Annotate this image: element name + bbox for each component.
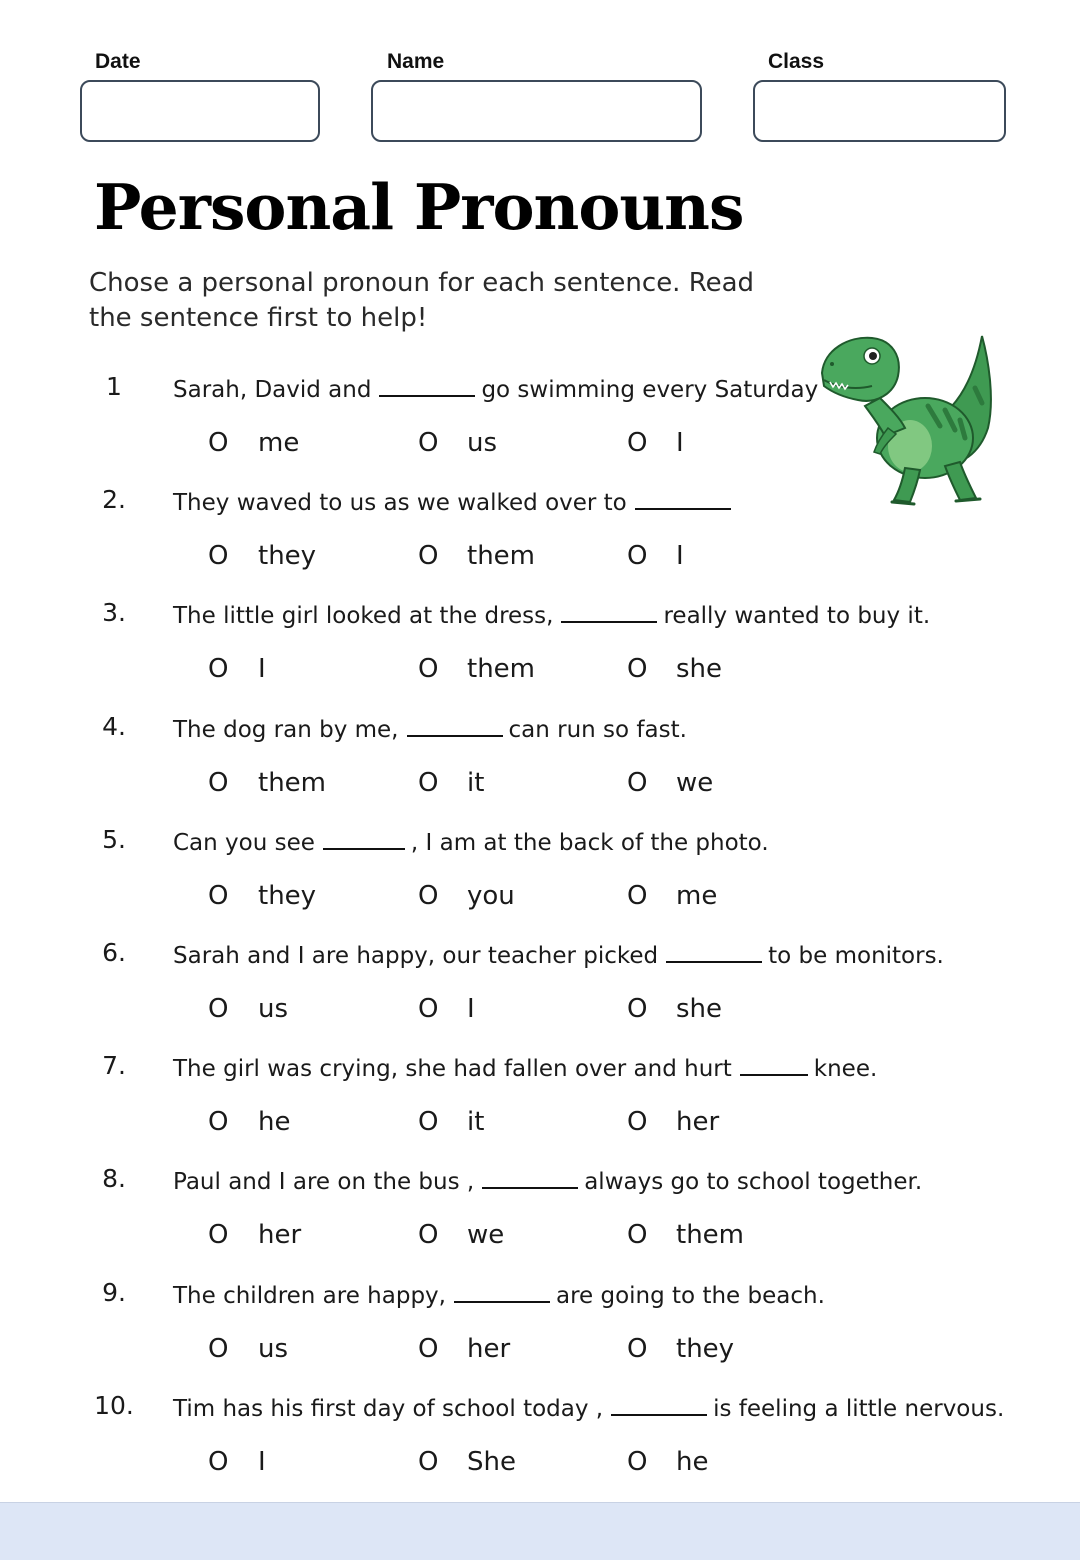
- question-sentence: [173, 713, 687, 743]
- sentence-end: are going to the beach.: [555, 1282, 825, 1309]
- dinosaur-illustration: [810, 328, 1005, 513]
- option-radio[interactable]: O: [627, 541, 648, 572]
- option-label[interactable]: her: [467, 1333, 511, 1364]
- option-label[interactable]: he: [258, 1107, 291, 1138]
- option-radio[interactable]: O: [208, 1446, 229, 1477]
- question-sentence: [173, 1052, 877, 1082]
- option-radio[interactable]: O: [208, 1107, 229, 1138]
- option-label[interactable]: I: [258, 1446, 266, 1477]
- instructions: Chose a personal pronoun for each sentence. Read the sentence first to help!: [89, 268, 755, 333]
- option-radio[interactable]: O: [627, 654, 648, 685]
- sentence-end: knee.: [813, 1056, 878, 1083]
- question-sentence: [173, 826, 769, 856]
- question-number: 5.: [102, 824, 126, 854]
- sentence-start: They waved to us as we walked over to: [173, 490, 627, 517]
- option-radio[interactable]: O: [208, 994, 229, 1024]
- option-label[interactable]: we: [676, 767, 714, 798]
- option-radio[interactable]: O: [418, 1220, 439, 1251]
- question-number: 10.: [94, 1390, 134, 1420]
- name-field[interactable]: [371, 80, 702, 142]
- option-label[interactable]: me: [676, 880, 718, 911]
- sentence-end: is feeling a little nervous.: [713, 1395, 1005, 1422]
- option-radio[interactable]: O: [418, 541, 439, 572]
- option-label[interactable]: us: [258, 1333, 289, 1364]
- option-label[interactable]: he: [676, 1446, 709, 1477]
- class-field[interactable]: [753, 80, 1006, 142]
- answer-blank[interactable]: [482, 1165, 578, 1189]
- answer-blank[interactable]: [454, 1279, 550, 1303]
- sentence-start: Can you see: [173, 829, 315, 856]
- answer-blank[interactable]: [740, 1052, 808, 1076]
- option-radio[interactable]: O: [627, 767, 648, 798]
- option-radio[interactable]: O: [208, 767, 229, 798]
- question-sentence: [173, 1279, 825, 1309]
- question-number: 2.: [102, 485, 126, 515]
- sentence-end: can run so fast.: [508, 716, 687, 743]
- question-sentence: [173, 1392, 1004, 1422]
- sentence-start: The dog ran by me,: [173, 716, 399, 743]
- option-label[interactable]: them: [467, 541, 535, 572]
- date-field[interactable]: [80, 80, 320, 142]
- sentence-start: Paul and I are on the bus ,: [173, 1169, 475, 1196]
- option-label[interactable]: she: [676, 654, 723, 685]
- option-radio[interactable]: O: [418, 654, 439, 685]
- answer-blank[interactable]: [323, 826, 405, 850]
- option-label[interactable]: us: [467, 428, 498, 458]
- question-sentence: [173, 939, 944, 969]
- option-label[interactable]: you: [467, 880, 515, 911]
- option-radio[interactable]: O: [418, 1446, 439, 1477]
- option-label[interactable]: it: [467, 1107, 485, 1138]
- question-number: 1: [106, 372, 122, 401]
- option-radio[interactable]: O: [208, 1220, 229, 1251]
- name-label: Name: [387, 50, 445, 73]
- option-radio[interactable]: O: [418, 994, 439, 1024]
- option-label[interactable]: I: [467, 994, 475, 1024]
- sentence-start: The children are happy,: [173, 1282, 446, 1309]
- option-label[interactable]: we: [467, 1220, 505, 1251]
- option-radio[interactable]: O: [208, 428, 229, 458]
- option-radio[interactable]: O: [418, 880, 439, 911]
- answer-blank[interactable]: [561, 599, 657, 623]
- option-radio[interactable]: O: [627, 1446, 648, 1477]
- option-label[interactable]: she: [676, 994, 723, 1024]
- option-label[interactable]: us: [258, 994, 289, 1024]
- question-number: 9.: [102, 1277, 126, 1307]
- option-label[interactable]: it: [467, 767, 485, 798]
- option-label[interactable]: I: [676, 428, 684, 458]
- answer-blank[interactable]: [635, 486, 731, 510]
- sentence-start: The girl was crying, she had fallen over and hurt: [173, 1056, 732, 1083]
- sentence-end: always go to school together.: [584, 1169, 923, 1196]
- question-number: 8.: [102, 1164, 126, 1194]
- bottom-bar: [0, 1502, 1080, 1560]
- option-label[interactable]: they: [258, 541, 317, 572]
- answer-blank[interactable]: [379, 373, 475, 397]
- option-label[interactable]: I: [258, 654, 266, 685]
- sentence-end: go swimming every Saturday: [481, 377, 819, 403]
- option-label[interactable]: them: [676, 1220, 744, 1251]
- sentence-end: to be monitors.: [768, 943, 944, 969]
- sentence-start: Sarah, David and: [173, 377, 372, 403]
- sentence-end: really wanted to buy it.: [663, 603, 931, 630]
- option-radio[interactable]: O: [627, 1220, 648, 1251]
- answer-blank[interactable]: [666, 939, 762, 963]
- option-radio[interactable]: O: [208, 541, 229, 572]
- option-label[interactable]: they: [258, 880, 317, 911]
- option-radio[interactable]: O: [627, 428, 648, 458]
- question-number: 3.: [102, 598, 126, 628]
- option-radio[interactable]: O: [418, 1107, 439, 1138]
- sentence-start: The little girl looked at the dress,: [173, 603, 554, 630]
- answer-blank[interactable]: [407, 713, 503, 737]
- option-radio[interactable]: O: [208, 654, 229, 685]
- class-label: Class: [768, 50, 825, 73]
- option-label[interactable]: me: [258, 428, 300, 458]
- question-number: 7.: [102, 1051, 126, 1081]
- option-radio[interactable]: O: [208, 1333, 229, 1364]
- question-sentence: [173, 599, 930, 629]
- option-radio[interactable]: O: [627, 1333, 648, 1364]
- option-radio[interactable]: O: [418, 428, 439, 458]
- option-radio[interactable]: O: [627, 880, 648, 911]
- question-sentence: [173, 1165, 922, 1195]
- question-sentence: [173, 486, 737, 516]
- option-radio[interactable]: O: [627, 1107, 648, 1138]
- sentence-start: Tim has his first day of school today ,: [173, 1395, 604, 1422]
- option-label[interactable]: her: [258, 1220, 302, 1251]
- answer-blank[interactable]: [611, 1392, 707, 1416]
- option-radio[interactable]: O: [627, 994, 648, 1024]
- sentence-end: , I am at the back of the photo.: [410, 829, 769, 856]
- sentence-start: Sarah and I are happy, our teacher picked: [173, 943, 659, 969]
- option-label[interactable]: them: [258, 767, 326, 798]
- option-label[interactable]: they: [676, 1333, 735, 1364]
- question-number: 4.: [102, 711, 126, 741]
- option-radio[interactable]: O: [418, 1333, 439, 1364]
- option-label[interactable]: them: [467, 654, 535, 685]
- option-label[interactable]: her: [676, 1107, 720, 1138]
- option-label[interactable]: She: [467, 1446, 516, 1477]
- date-label: Date: [95, 50, 141, 73]
- option-label[interactable]: I: [676, 541, 684, 572]
- option-radio[interactable]: O: [418, 767, 439, 798]
- page-title: Personal Pronouns: [94, 170, 744, 244]
- option-radio[interactable]: O: [208, 880, 229, 911]
- question-number: 6.: [102, 938, 126, 967]
- question-sentence: [173, 373, 818, 403]
